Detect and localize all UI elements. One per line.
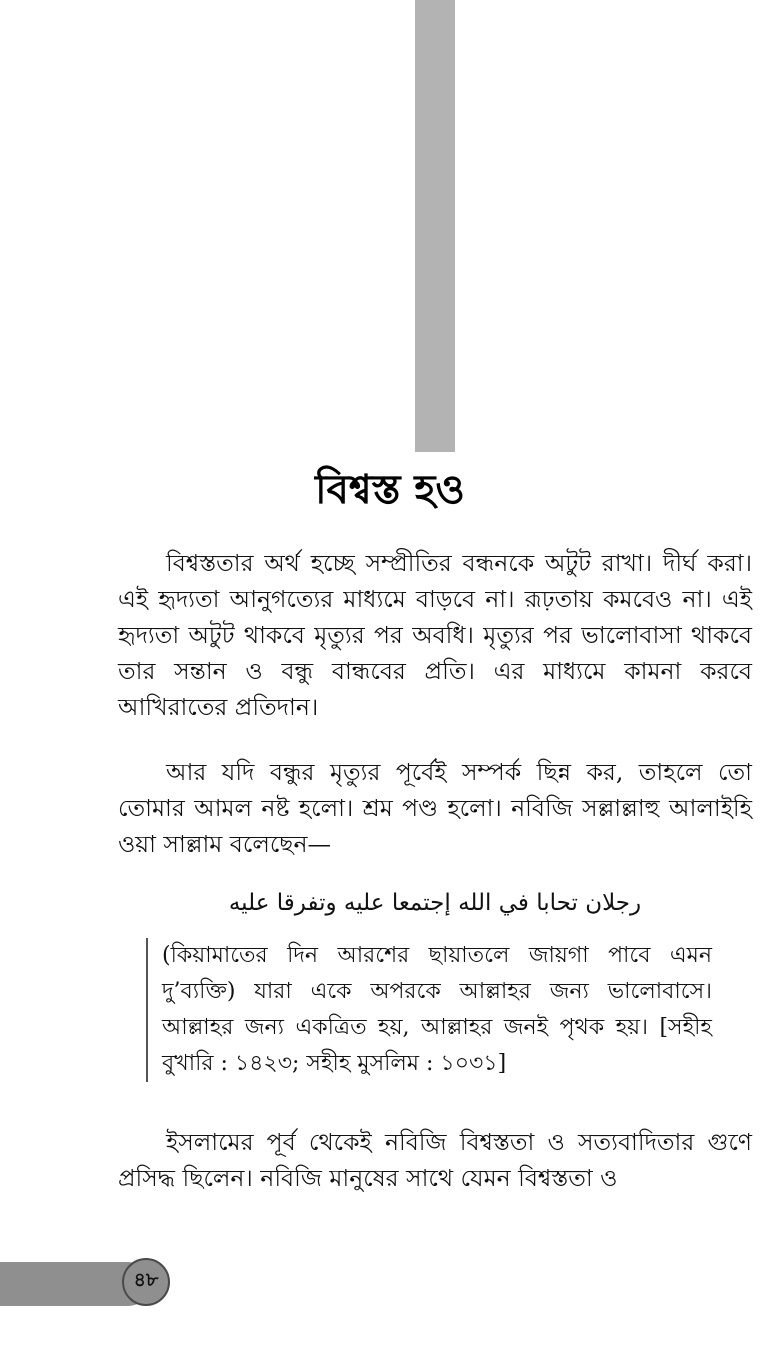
chapter-header-bar (415, 0, 455, 452)
chapter-title: বিশ্বস্ত হও (315, 467, 465, 513)
page-number: ৪৮ (122, 1258, 170, 1306)
body-paragraph: আর যদি বন্ধুর মৃত্যুর পূর্বেই সম্পর্ক ছিন্ন কর, তাহলে তো তোমার আমল নষ্ট হলো। শ্রম পণ্ড হলো। নবিজি সল্লাল্লাহু আলাইহি ওয়া সাল্লাম বলেছেন— (118, 758, 752, 858)
hadith-translation: (কিয়ামাতের দিন আরশের ছায়াতলে জায়গা পাবে এমন দু’ব্যক্তি) যারা একে অপরকে আল্লাহর জন্য ভালোবাসে। আল্লাহর জন্য একত্রিত হয়, আল্লাহর জনই পৃথক হয়। [সহীহ বুখারি : ১৪২৩; সহীহ মুসলিম : ১০৩১] (162, 943, 712, 1076)
hadith-quote-block (146, 938, 712, 1082)
hadith-arabic: رجلان تحابا في الله إجتمعا عليه وتفرقا عليه (228, 890, 642, 916)
body-paragraph: ইসলামের পূর্ব থেকেই নবিজি বিশ্বস্ততা ও সত্যবাদিতার গুণে প্রসিদ্ধ ছিলেন। নবিজি মানুষের সাথে যেমন বিশ্বস্ততা ও (118, 1128, 752, 1192)
body-paragraph: বিশ্বস্ততার অর্থ হচ্ছে সম্প্রীতির বন্ধনকে অটুট রাখা। দীর্ঘ করা। এই হৃদ্যতা আনুগত্যের মাধ্যমে বাড়বে না। রূঢ়তায় কমবেও না। এই হৃদ্যতা অটুট থাকবে মৃত্যুর পর অবধি। মৃত্যুর পর ভালোবাসা থাকবে তার সন্তান ও বন্ধু বান্ধবের প্রতি। এর মাধ্যমে কামনা করবে আখিরাতের প্রতিদান। (118, 549, 752, 721)
